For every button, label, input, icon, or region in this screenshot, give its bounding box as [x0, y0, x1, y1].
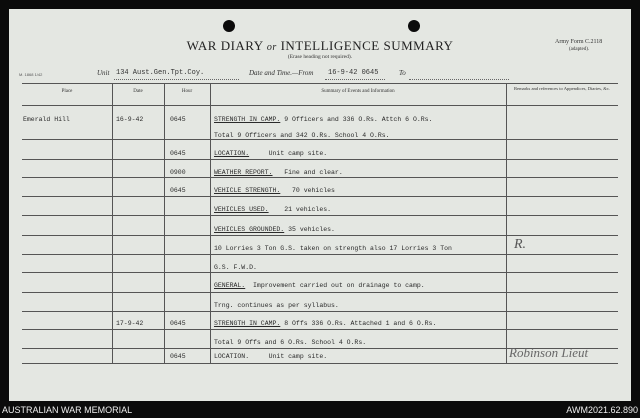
summary-text: 9 Officers and 336 O.Rs. Attch 6 O.Rs. [284, 116, 433, 123]
col-header-hour: Hour [181, 89, 193, 94]
date-from-value: 16-9-42 0645 [328, 69, 379, 77]
date-cell: 17-9-42 [116, 320, 144, 327]
summary-text: 35 vehicles. [288, 226, 335, 233]
archive-reference: AWM2021.62.890 [566, 405, 638, 415]
summary-line [214, 353, 327, 360]
place-cell: Emerald Hill [23, 116, 70, 123]
col-divider-3 [210, 83, 211, 363]
row-rule [22, 235, 618, 236]
unit-label: Unit [97, 69, 110, 77]
summary-line [214, 116, 432, 123]
row-rule [22, 215, 618, 216]
summary-heading: LOCATION. [214, 150, 250, 157]
archive-credit: AUSTRALIAN WAR MEMORIAL [2, 405, 133, 415]
summary-heading: VEHICLES GROUNDED. [214, 226, 285, 233]
summary-heading: STRENGTH IN CAMP. [214, 320, 281, 327]
col-divider-2 [164, 83, 165, 363]
row-rule [22, 254, 618, 255]
title-war-diary: WAR DIARY [186, 38, 264, 53]
date-label: Date and Time.—From [249, 69, 314, 77]
unit-value: 134 Aust.Gen.Tpt.Coy. [116, 69, 205, 77]
title-intelligence-summary: INTELLIGENCE SUMMARY [280, 38, 454, 53]
summary-text: Fine and clear. [284, 169, 343, 176]
col-header-summary: Summary of Events and Information [321, 89, 395, 94]
summary-line: Total 9 Officers and 342 O.Rs. School 4 O.Rs. [214, 132, 390, 139]
col-header-date: Date [133, 89, 143, 94]
signature: Robinson Lieut [509, 345, 589, 360]
summary-heading: VEHICLE STRENGTH. [214, 187, 281, 194]
row-rule [22, 139, 618, 140]
form-subtitle: (Erase heading not required). [287, 54, 353, 60]
summary-heading: LOCATION. [214, 353, 250, 360]
summary-line [214, 206, 331, 213]
col-header-place: Place [61, 89, 73, 94]
summary-text: Unit camp site. [268, 150, 328, 157]
summary-text: 21 vehicles. [284, 206, 332, 213]
row-rule [22, 329, 618, 330]
summary-heading: STRENGTH IN CAMP. [214, 116, 281, 123]
hour-cell: 0645 [170, 320, 186, 327]
punch-hole-left [223, 20, 235, 32]
row-rule [22, 292, 618, 293]
summary-heading: VEHICLES USED. [214, 206, 269, 213]
unit-underline [114, 79, 239, 80]
col-header-remarks: Remarks and references to Appendices, Diaries, &c. [513, 86, 611, 91]
row-rule [22, 196, 618, 197]
summary-line [214, 282, 425, 289]
summary-text: 70 vehicles [292, 187, 335, 194]
hour-cell: 0645 [170, 116, 186, 123]
summary-line [214, 187, 335, 194]
table-bottom-rule [22, 363, 618, 364]
summary-line: G.S. F.W.D. [214, 264, 257, 271]
summary-line [214, 320, 436, 327]
summary-line [214, 226, 335, 233]
handwritten-initials: R. [514, 237, 527, 252]
summary-line: Trng. continues as per syllabus. [214, 302, 339, 309]
row-rule [22, 272, 618, 273]
summary-heading: GENERAL. [214, 282, 246, 289]
to-underline [409, 79, 509, 80]
hour-cell: 0900 [170, 169, 186, 176]
army-form-number: Army Form C.2118 [555, 39, 603, 45]
summary-text: 8 Offs 336 O.Rs. Attached 1 and 6 O.Rs. [284, 320, 437, 327]
summary-line [214, 169, 343, 176]
diary-sheet [9, 9, 631, 401]
punch-hole-right [408, 20, 420, 32]
hour-cell: 0645 [170, 187, 186, 194]
row-rule [22, 311, 618, 312]
summary-text: Unit camp site. [268, 353, 328, 360]
row-rule [22, 159, 618, 160]
print-code: M. 1868 1/42 [19, 72, 43, 77]
col-divider-1 [112, 83, 113, 363]
form-title [9, 38, 631, 54]
summary-line [214, 150, 327, 157]
army-form-adapted: (adapted). [569, 47, 590, 52]
title-or: or [266, 42, 277, 53]
summary-line: 10 Lorries 3 Ton G.S. taken on strength also 17 Lorries 3 Ton [214, 245, 452, 252]
to-label: To [399, 69, 406, 77]
date-underline [325, 79, 385, 80]
date-cell: 16-9-42 [116, 116, 144, 123]
hour-cell: 0645 [170, 353, 186, 360]
summary-heading: WEATHER REPORT. [214, 169, 273, 176]
summary-line: Total 9 Offs and 6 O.Rs. School 4 O.Rs. [214, 339, 367, 346]
hour-cell: 0645 [170, 150, 186, 157]
col-divider-4 [506, 83, 507, 363]
row-rule [22, 177, 618, 178]
summary-text: Improvement carried out on drainage to camp. [253, 282, 425, 289]
